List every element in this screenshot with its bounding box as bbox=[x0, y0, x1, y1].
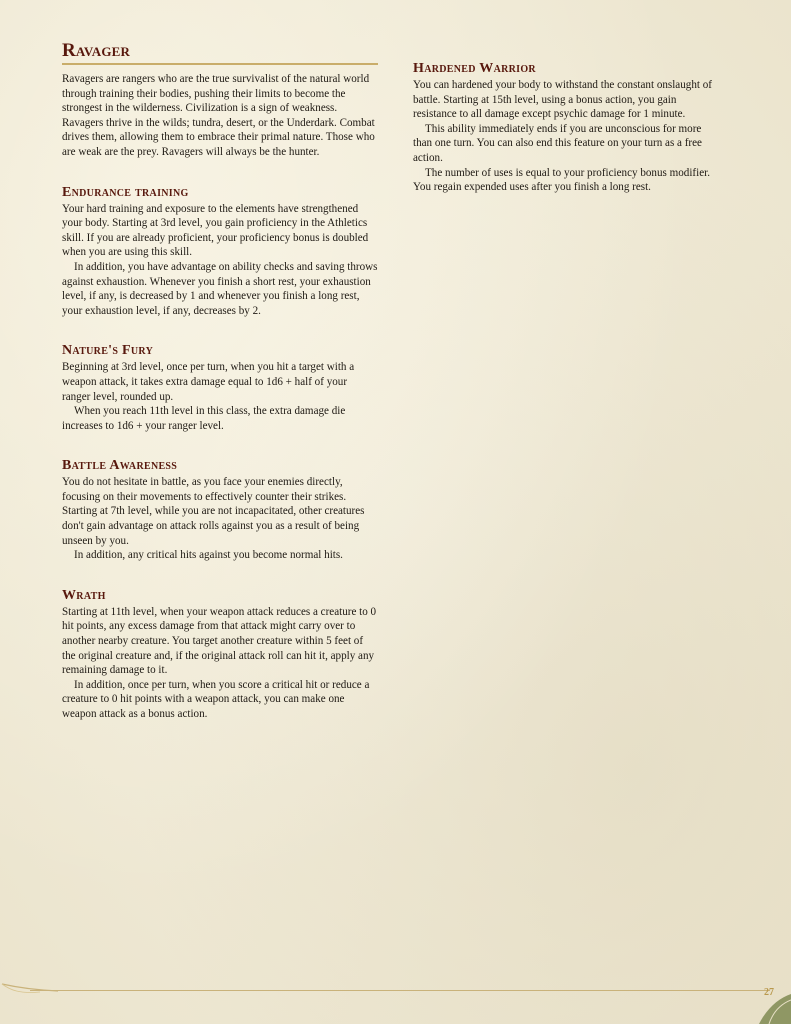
section-paragraph: In addition, once per turn, when you score a critical hit or reduce a creature to 0 hit points with a weapon attack, you can make one weapon attack as a bonus action. bbox=[62, 678, 370, 720]
section-paragraph: When you reach 11th level in this class, the extra damage die increases to 1d6 + your ranger level. bbox=[62, 405, 346, 432]
right-column bbox=[413, 61, 713, 195]
section-paragraph: You do not hesitate in battle, as you face your enemies directly, focusing on their movements to effectively counter their strikes. Starting at 7th level, while you are not incapacitated, other creatures don't gain advantage on attack rolls against you as a result of being unseen by you. bbox=[62, 476, 365, 547]
footer-rule bbox=[30, 990, 770, 991]
section-heading: Endurance training bbox=[62, 184, 189, 200]
section-paragraph: Starting at 11th level, when your weapon attack reduces a creature to 0 hit points, any excess damage from that attack might carry over to another nearby creature. You target another creature within 5 feet of the original creature and, if the original attack roll can hit it, apply any remaining damage to it. bbox=[62, 605, 377, 677]
left-column bbox=[62, 40, 378, 722]
section-paragraph: Beginning at 3rd level, once per turn, when you hit a target with a weapon attack, it takes extra damage equal to 1d6 + half of your ranger level, rounded up. bbox=[62, 361, 355, 403]
section-paragraph: The number of uses is equal to your proficiency bonus modifier. You regain expended uses after you finish a long rest. bbox=[413, 166, 710, 194]
section-heading: Battle Awareness bbox=[62, 458, 178, 474]
section-paragraph: In addition, you have advantage on ability checks and saving throws against exhaustion. Whenever you finish a short rest, your exhaustion level, if any, is decreased by 1 and whenever you finish a long rest, your exhaustion level, if any, decreases by 2. bbox=[62, 260, 378, 317]
intro-paragraph: Ravagers are rangers who are the true survivalist of the natural world through training their bodies, pushing their limits to become the strongest in the wilderness. Civilization is a sign of weakness. Ravagers thrive in the wilds; tundra, desert, or the Underdark. Combat drives them, allowing them to embrace their primal nature. Those who are weak are the prey. Ravagers will always be the hunter. bbox=[62, 73, 375, 158]
page-number: 27 bbox=[764, 987, 774, 998]
section-paragraph: This ability immediately ends if you are unconscious for more than one turn. You can also end this feature on your turn as a free action. bbox=[413, 122, 702, 164]
section-paragraph: In addition, any critical hits against you become normal hits. bbox=[74, 549, 343, 562]
section-hardened-warrior bbox=[413, 61, 713, 195]
section-natures-fury bbox=[62, 343, 378, 433]
page-title: Ravager bbox=[62, 40, 378, 65]
section-heading: Hardened Warrior bbox=[413, 61, 536, 76]
section-paragraph: Your hard training and exposure to the elements have strengthened your body. Starting at 3rd level, you gain proficiency in the Athletics skill. If you are already proficient, your proficiency bonus is doubled when you are using this skill. bbox=[62, 202, 369, 259]
section-battle-awareness bbox=[62, 458, 378, 563]
corner-leaf-icon bbox=[731, 990, 791, 1024]
footer-flourish-icon bbox=[0, 978, 60, 1008]
section-endurance-training bbox=[62, 185, 378, 319]
section-heading: Nature's Fury bbox=[62, 343, 154, 359]
section-wrath bbox=[62, 588, 378, 722]
section-paragraph: You can hardened your body to withstand the constant onslaught of battle. Starting at 15th level, using a bonus action, you gain resistance to all damage except psychic damage for 1 minute. bbox=[413, 79, 712, 121]
section-heading: Wrath bbox=[62, 587, 106, 603]
